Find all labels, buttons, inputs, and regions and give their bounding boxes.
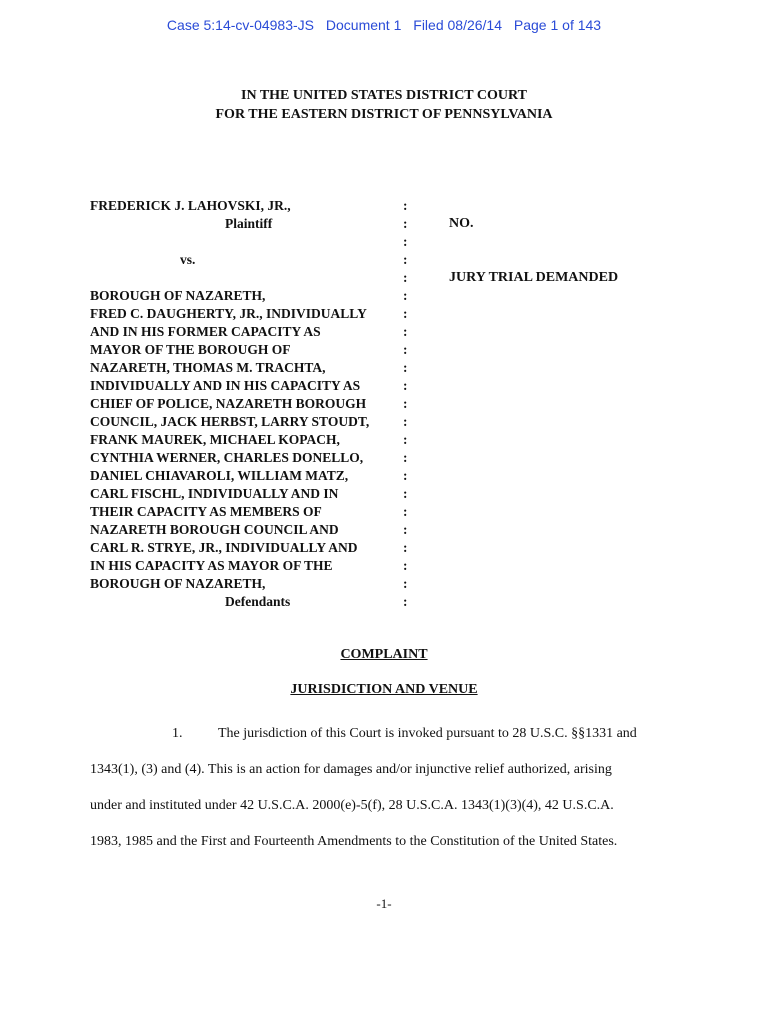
paragraph-line: 1983, 1985 and the First and Fourteenth Amendments to the Constitution of the United States. [90, 834, 618, 849]
defendant-line: NAZARETH, THOMAS M. TRACHTA, [90, 360, 326, 375]
defendants-label: Defendants [225, 594, 291, 609]
defendant-line: AND IN HIS FORMER CAPACITY AS [90, 324, 321, 339]
defendant-line: BOROUGH OF NAZARETH, [90, 576, 266, 591]
versus-label: vs. [180, 252, 196, 267]
defendant-line: CYNTHIA WERNER, CHARLES DONELLO, [90, 450, 364, 465]
jury-demand: JURY TRIAL DEMANDED [449, 270, 619, 285]
paragraph-line: 1. The jurisdiction of this Court is invoked pursuant to 28 U.S.C. §§1331 and [90, 716, 680, 752]
court-line-1: IN THE UNITED STATES DISTRICT COURT [241, 88, 527, 103]
filed-date: Filed 08/26/14 [413, 17, 502, 33]
defendant-line: IN HIS CAPACITY AS MAYOR OF THE [90, 558, 333, 573]
case-header [0, 17, 768, 33]
complaint-heading: COMPLAINT [340, 647, 428, 662]
defendant-line: COUNCIL, JACK HERBST, LARRY STOUDT, [90, 414, 370, 429]
plaintiff-name: FREDERICK J. LAHOVSKI, JR., [90, 198, 291, 213]
court-line-2: FOR THE EASTERN DISTRICT OF PENNSYLVANIA [215, 107, 553, 122]
case-number: Case 5:14-cv-04983-JS [166, 17, 314, 33]
defendant-line: THEIR CAPACITY AS MEMBERS OF [90, 504, 322, 519]
paragraph-number: 1. [172, 726, 183, 741]
defendant-line: CARL FISCHL, INDIVIDUALLY AND IN [90, 486, 339, 501]
case-no-label: NO. [449, 216, 474, 231]
defendant-line: BOROUGH OF NAZARETH, [90, 288, 266, 303]
defendant-line: NAZARETH BOROUGH COUNCIL AND [90, 522, 339, 537]
defendant-line: MAYOR OF THE BOROUGH OF [90, 342, 291, 357]
defendant-line: FRED C. DAUGHERTY, JR., INDIVIDUALLY [90, 306, 367, 321]
plaintiff-label: Plaintiff [225, 216, 273, 231]
page-number: -1- [376, 896, 392, 911]
defendant-line: CHIEF OF POLICE, NAZARETH BOROUGH [90, 396, 367, 411]
defendant-line: FRANK MAUREK, MICHAEL KOPACH, [90, 432, 340, 447]
defendant-line: INDIVIDUALLY AND IN HIS CAPACITY AS [90, 378, 361, 393]
page-indicator: Page 1 of 143 [513, 17, 602, 33]
defendant-line: DANIEL CHIAVAROLI, WILLIAM MATZ, [90, 468, 349, 483]
defendant-line: CARL R. STRYE, JR., INDIVIDUALLY AND [90, 540, 358, 555]
document-number: Document 1 [325, 17, 402, 33]
court-name [0, 86, 768, 124]
paragraph-1 [90, 716, 680, 860]
jurisdiction-heading: JURISDICTION AND VENUE [290, 682, 478, 697]
paragraph-line: under and instituted under 42 U.S.C.A. 2000(e)-5(f), 28 U.S.C.A. 1343(1)(3)(4), 42 U.S.C.A. [90, 798, 614, 813]
paragraph-line: 1343(1), (3) and (4). This is an action for damages and/or injunctive relief authorized, arising [90, 762, 612, 777]
